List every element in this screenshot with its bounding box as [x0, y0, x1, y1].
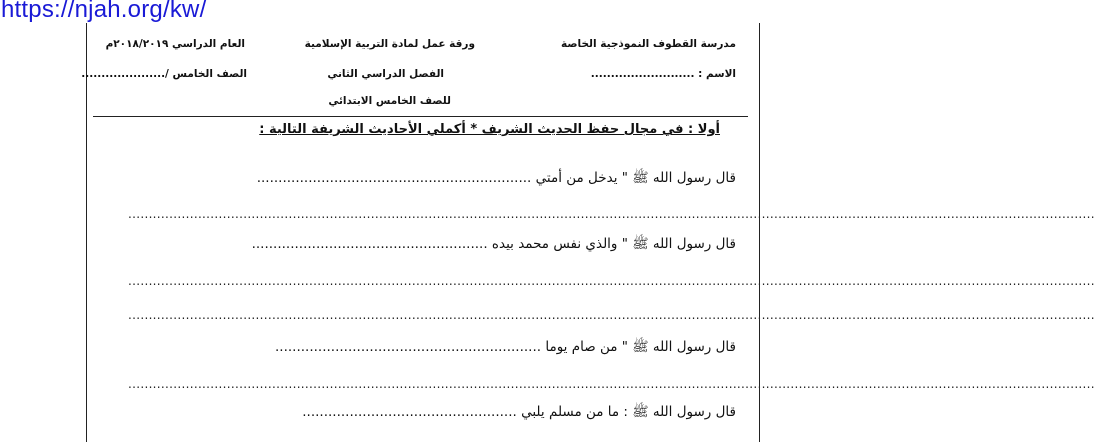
watermark-url: https://njah.org/kw/	[1, 0, 207, 23]
header-divider	[93, 116, 748, 117]
term-label: الفصل الدراسي الثاني	[327, 68, 444, 80]
answer-line: ...........................................................................................................................................................................................................................................	[128, 207, 1095, 221]
hadith-prompt: قال رسول الله ﷺ " والذي نفس محمد بيده	[491, 236, 736, 252]
hadith-question-1	[257, 169, 736, 189]
answer-blank: .......................................................	[251, 236, 488, 252]
answer-blank: ..................................................	[302, 404, 517, 420]
hadith-prompt: قال رسول الله ﷺ " يدخل من أمتي	[535, 170, 736, 186]
hadith-question-3	[275, 338, 736, 358]
section-heading: أولا : في مجال حفظ الحديث الشريف * أكملي الأحاديث الشريفة التالية :	[259, 122, 720, 137]
academic-year: العام الدراسي ٢٠١٨/٢٠١٩م	[105, 38, 245, 50]
worksheet-title: ورقة عمل لمادة التربية الإسلامية	[304, 38, 475, 50]
school-name: مدرسة القطوف النموذجية الخاصة	[560, 38, 736, 50]
hadith-question-2	[252, 235, 736, 255]
answer-line: ...........................................................................................................................................................................................................................................	[128, 274, 1095, 288]
answer-blank: ..............................................................	[275, 339, 542, 355]
grade-label: للصف الخامس الابتدائي	[328, 95, 451, 107]
hadith-question-4	[302, 403, 736, 423]
answer-blank: ................................................................	[256, 170, 532, 186]
class-field: الصف الخامس /.....................	[81, 68, 247, 80]
answer-line: ...........................................................................................................................................................................................................................................	[128, 377, 1095, 391]
hadith-prompt: قال رسول الله ﷺ : ما من مسلم يلبي	[521, 404, 736, 420]
student-name-field: الاسم : ..........................	[590, 68, 736, 80]
hadith-prompt: قال رسول الله ﷺ " من صام يوما	[545, 339, 736, 355]
answer-line: ...........................................................................................................................................................................................................................................	[128, 308, 1095, 322]
